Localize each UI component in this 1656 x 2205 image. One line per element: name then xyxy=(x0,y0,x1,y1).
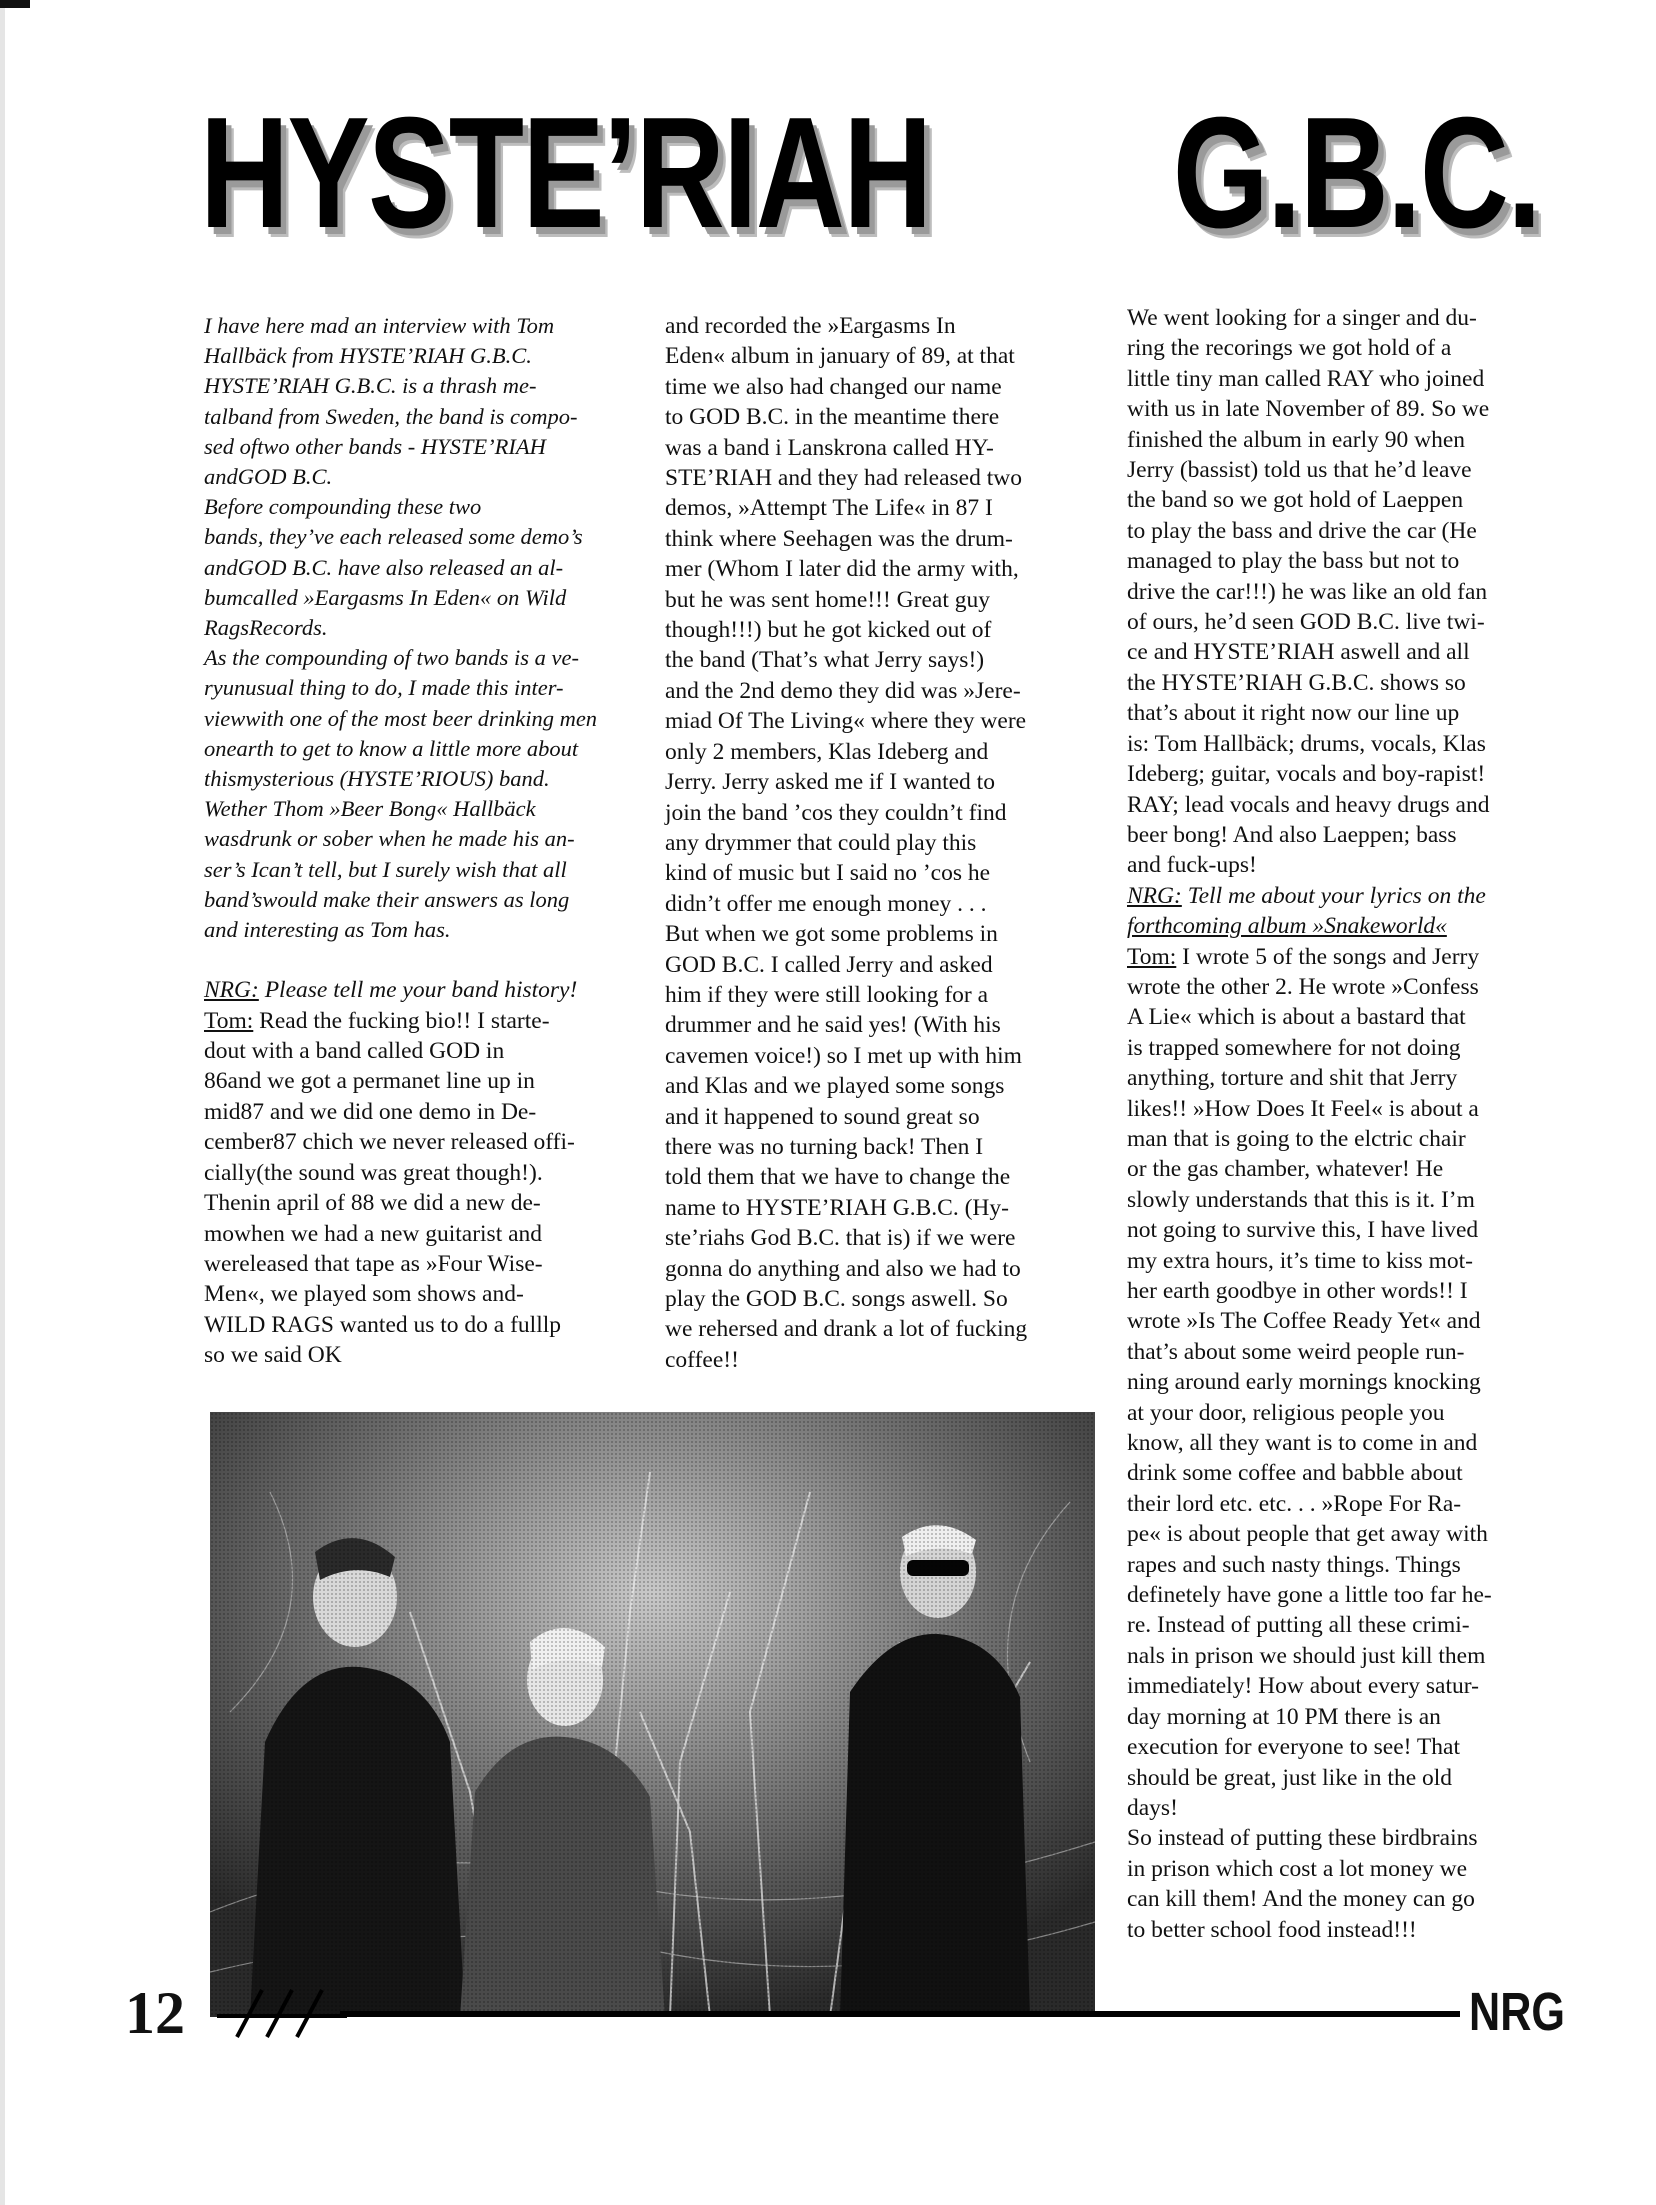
text-line: my extra hours, it’s time to kiss mot- xyxy=(1127,1247,1473,1274)
text-line: sed oftwo other bands - HYSTE’RIAH xyxy=(204,433,546,459)
article-title xyxy=(200,85,1541,261)
text-line: miad Of The Living« where they were xyxy=(665,708,1027,735)
text-line: mer (Whom I later did the army with, xyxy=(665,556,1019,583)
text-line: that’s about some weird people run- xyxy=(1127,1338,1465,1365)
text-line: join the band ’cos they couldn’t find xyxy=(665,799,1007,826)
text-line: beer bong! And also Laeppen; bass xyxy=(1127,821,1457,848)
text-line: should be great, just like in the old xyxy=(1127,1764,1453,1791)
band-photo xyxy=(210,1412,1095,2017)
text-line: not going to survive this, I have lived xyxy=(1127,1217,1479,1244)
text-line: and it happened to sound great so xyxy=(665,1103,980,1130)
answer-1-body xyxy=(204,1036,636,1370)
text-line: of ours, he’d seen GOD B.C. live twi- xyxy=(1127,609,1485,636)
text-line: there was no turning back! Then I xyxy=(665,1133,984,1160)
question-speaker: NRG: xyxy=(204,977,259,1004)
title-part-2: G.B.C. xyxy=(1172,85,1541,261)
text-line: ring the recorings we got hold of a xyxy=(1127,335,1452,362)
question-2-line-2: forthcoming album »Snakeworld« xyxy=(1127,913,1447,940)
text-line: 86and we got a permanet line up in xyxy=(204,1068,535,1095)
text-line: that’s about it right now our line up xyxy=(1127,700,1460,727)
text-line: ce and HYSTE’RIAH aswell and all xyxy=(1127,639,1470,666)
column-1 xyxy=(204,311,636,1371)
answer-text: Read the fucking bio!! I starte- xyxy=(253,1007,550,1034)
text-line: didn’t offer me enough money . . . xyxy=(665,890,987,917)
corner-mark xyxy=(0,0,30,8)
text-line: wasdrunk or sober when he made his an- xyxy=(204,826,575,852)
text-line: at your door, religious people you xyxy=(1127,1399,1445,1426)
text-line: we rehersed and drank a lot of fucking xyxy=(665,1316,1028,1343)
text-line: man that is going to the elctric chair xyxy=(1127,1125,1466,1152)
text-line: cially(the sound was great though!). xyxy=(204,1159,543,1186)
text-line: wereleased that tape as »Four Wise- xyxy=(204,1250,543,1277)
text-line: rapes and such nasty things. Things xyxy=(1127,1551,1461,1578)
text-line: and interesting as Tom has. xyxy=(204,917,451,943)
text-line: the band (That’s what Jerry says!) xyxy=(665,647,985,674)
text-line: drive the car!!!) he was like an old fan xyxy=(1127,578,1488,605)
text-line: wrote »Is The Coffee Ready Yet« and xyxy=(1127,1308,1481,1335)
text-line: managed to play the bass but not to xyxy=(1127,548,1460,575)
text-line: was a band i Lanskrona called HY- xyxy=(665,434,994,461)
slash-ornament-icon xyxy=(217,1982,347,2042)
text-line: to better school food instead!!! xyxy=(1127,1916,1417,1943)
text-line: ste’riahs God B.C. that is) if we were xyxy=(665,1225,1016,1252)
text-line: though!!!) but he got kicked out of xyxy=(665,617,992,644)
text-line: name to HYSTE’RIAH G.B.C. (Hy- xyxy=(665,1194,1009,1221)
text-line: Eden« album in january of 89, at that xyxy=(665,343,1015,370)
text-line: dout with a band called GOD in xyxy=(204,1038,505,1065)
text-line: him if they were still looking for a xyxy=(665,981,989,1008)
text-line: Thenin april of 88 we did a new de- xyxy=(204,1190,541,1217)
text-line: time we also had changed our name xyxy=(665,373,1002,400)
text-line: with us in late November of 89. So we xyxy=(1127,396,1490,423)
question-speaker: NRG: xyxy=(1127,882,1182,909)
text-line: play the GOD B.C. songs aswell. So xyxy=(665,1286,1008,1312)
answer-speaker: Tom: xyxy=(204,1007,254,1034)
text-line: ning around early mornings knocking xyxy=(1127,1369,1481,1396)
text-line: andGOD B.C. have also released an al- xyxy=(204,554,564,580)
text-line: know, all they want is to come in and xyxy=(1127,1430,1478,1457)
text-line: nals in prison we should just kill them xyxy=(1127,1642,1486,1669)
text-line: the band so we got hold of Laeppen xyxy=(1127,487,1464,514)
text-line: STE’RIAH and they had released two xyxy=(665,465,1022,492)
text-line: only 2 members, Klas Ideberg and xyxy=(665,738,989,765)
text-line: immediately! How about every satur- xyxy=(1127,1673,1479,1700)
text-line: andGOD B.C. xyxy=(204,464,333,490)
question-text: Tell me about your lyrics on the xyxy=(1181,882,1486,909)
text-line: Wether Thom »Beer Bong« Hallbäck xyxy=(204,796,536,822)
text-line: viewwith one of the most beer drinking men xyxy=(204,705,598,731)
text-line: likes!! »How Does It Feel« is about a xyxy=(1127,1095,1479,1122)
text-line: WILD RAGS wanted us to do a fulllp xyxy=(204,1311,562,1338)
text-line: to GOD B.C. in the meantime there xyxy=(665,404,1000,431)
text-line: think where Seehagen was the drum- xyxy=(665,525,1013,552)
text-line: bumcalled »Eargasms In Eden« on Wild xyxy=(204,584,567,610)
answer-1-continued xyxy=(665,311,1098,1375)
text-line: the HYSTE’RIAH G.B.C. shows so xyxy=(1127,669,1466,696)
text-line: onearth to get to know a little more about xyxy=(204,735,579,761)
text-line: demos, »Attempt The Life« in 87 I xyxy=(665,495,993,522)
text-line: So instead of putting these birdbrains xyxy=(1127,1825,1478,1852)
text-line: ser’s Ican’t tell, but I surely wish that all xyxy=(204,856,567,882)
answer-text: I wrote 5 of the songs and Jerry xyxy=(1176,943,1480,970)
text-line: and Klas and we played some songs xyxy=(665,1073,1005,1100)
text-line: or the gas chamber, whatever! He xyxy=(1127,1156,1444,1183)
text-line: can kill them! And the money can go xyxy=(1127,1886,1475,1913)
text-line: mid87 and we did one demo in De- xyxy=(204,1098,537,1125)
answer-1-end xyxy=(1127,303,1567,881)
text-line: her earth goodbye in other words!! I xyxy=(1127,1278,1468,1304)
text-line: RAY; lead vocals and heavy drugs and xyxy=(1127,791,1490,818)
text-line: bands, they’ve each released some demo’s xyxy=(204,524,583,550)
text-line: Before compounding these two xyxy=(204,494,482,520)
text-line: HYSTE’RIAH G.B.C. is a thrash me- xyxy=(204,373,537,399)
text-line: and recorded the »Eargasms In xyxy=(665,313,956,339)
text-line: so we said OK xyxy=(204,1342,342,1369)
text-line: Jerry (bassist) told us that he’d leave xyxy=(1127,457,1472,484)
text-line: Men«, we played som shows and- xyxy=(204,1281,524,1308)
text-line: day morning at 10 PM there is an xyxy=(1127,1703,1441,1730)
text-line: finished the album in early 90 when xyxy=(1127,426,1466,453)
text-line: ryunusual thing to do, I made this inter- xyxy=(204,675,564,701)
text-line: their lord etc. etc. . . »Rope For Ra- xyxy=(1127,1490,1462,1517)
text-line: We went looking for a singer and du- xyxy=(1127,305,1477,331)
text-line: Hallbäck from HYSTE’RIAH G.B.C. xyxy=(204,343,532,369)
page-edge xyxy=(0,0,5,2205)
text-line: thismysterious (HYSTE’RIOUS) band. xyxy=(204,766,550,792)
question-text: Please tell me your band history! xyxy=(258,977,578,1004)
text-line: mowhen we had a new guitarist and xyxy=(204,1220,543,1247)
intro-paragraph xyxy=(204,311,636,945)
column-3 xyxy=(1127,303,1567,1945)
text-line: anything, torture and shit that Jerry xyxy=(1127,1065,1458,1092)
answer-speaker: Tom: xyxy=(1127,943,1177,970)
text-line: I have here mad an interview with Tom xyxy=(204,313,555,338)
footer-rule xyxy=(340,2011,1460,2017)
answer-1-first-line xyxy=(204,1006,636,1036)
text-line: cember87 chich we never released offi- xyxy=(204,1129,575,1156)
page-number: 12 xyxy=(125,1980,185,2046)
question-1 xyxy=(204,975,636,1005)
text-line: told them that we have to change the xyxy=(665,1164,1011,1191)
text-line: RagsRecords. xyxy=(204,615,328,641)
text-line: and the 2nd demo they did was »Jere- xyxy=(665,677,1021,704)
text-line: But when we got some problems in xyxy=(665,921,998,948)
text-line: definetely have gone a little too far he- xyxy=(1127,1582,1492,1609)
text-line: in prison which cost a lot money we xyxy=(1127,1855,1468,1882)
text-line: pe« is about people that get away with xyxy=(1127,1521,1488,1548)
text-line: re. Instead of putting all these crimi- xyxy=(1127,1612,1470,1639)
text-line: drink some coffee and babble about xyxy=(1127,1460,1463,1487)
text-line: GOD B.C. I called Jerry and asked xyxy=(665,951,993,978)
question-2 xyxy=(1127,881,1567,911)
column-2 xyxy=(665,311,1098,1375)
text-line: gonna do anything and also we had to xyxy=(665,1255,1021,1282)
text-line: slowly understands that this is it. I’m xyxy=(1127,1186,1475,1213)
text-line: Jerry. Jerry asked me if I wanted to xyxy=(665,769,995,796)
magazine-brand: NRG xyxy=(1469,1982,1565,2042)
text-line: to play the bass and drive the car (He xyxy=(1127,517,1477,544)
text-line: band’swould make their answers as long xyxy=(204,886,570,912)
text-line: little tiny man called RAY who joined xyxy=(1127,365,1485,392)
text-line: cavemen voice!) so I met up with him xyxy=(665,1042,1022,1069)
text-line: but he was sent home!!! Great guy xyxy=(665,586,990,613)
text-line: wrote the other 2. He wrote »Confess xyxy=(1127,973,1479,1000)
page-footer xyxy=(125,1978,1565,2048)
text-line: any drymmer that could play this xyxy=(665,829,977,856)
answer-2-body xyxy=(1127,972,1567,1945)
article-header xyxy=(200,85,1541,273)
answer-2-first-line xyxy=(1127,942,1567,972)
text-line: As the compounding of two bands is a ve- xyxy=(204,645,579,671)
text-line: talband from Sweden, the band is compo- xyxy=(204,403,578,429)
text-line: coffee!! xyxy=(665,1346,739,1373)
text-line: drummer and he said yes! (With his xyxy=(665,1012,1001,1039)
text-line: kind of music but I said no ’cos he xyxy=(665,860,991,887)
text-line: A Lie« which is about a bastard that xyxy=(1127,1004,1466,1031)
title-part-1: HYSTE’RIAH xyxy=(200,85,931,261)
text-line: execution for everyone to see! That xyxy=(1127,1734,1460,1761)
text-line: is: Tom Hallbäck; drums, vocals, Klas xyxy=(1127,730,1486,757)
text-line: days! xyxy=(1127,1794,1178,1821)
text-line: Ideberg; guitar, vocals and boy-rapist! xyxy=(1127,761,1486,788)
text-line: is trapped somewhere for not doing xyxy=(1127,1034,1461,1061)
text-line: and fuck-ups! xyxy=(1127,852,1257,879)
